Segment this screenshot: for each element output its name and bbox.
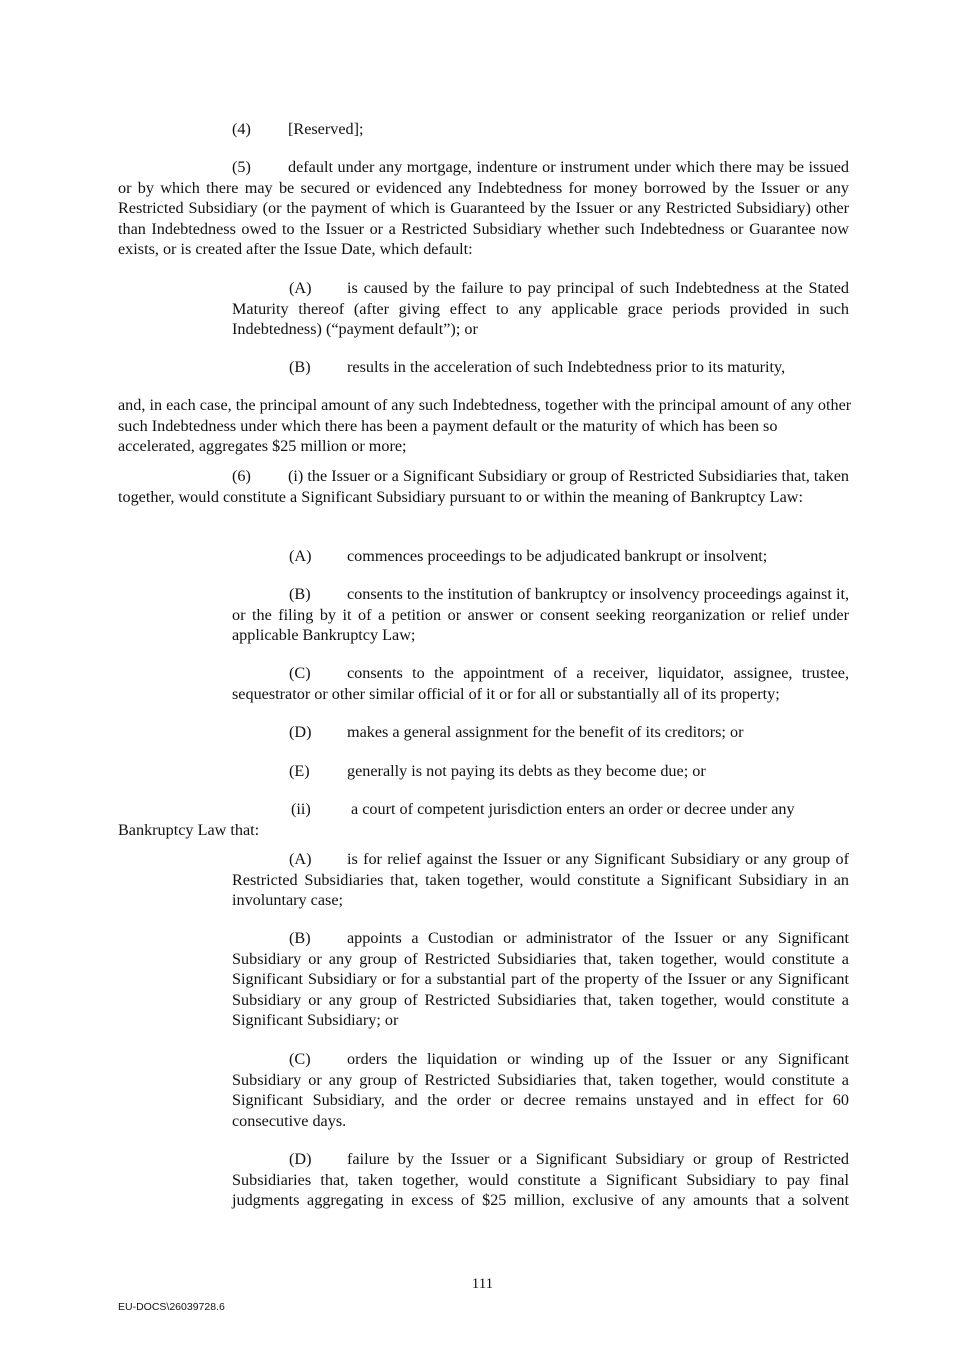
item-text: [Reserved]; — [288, 120, 364, 138]
item-text: default under any mortgage, indenture or instrument under which there may be issued or by which there may be secured or evidenced any Indebtedness for money borrowed by the Issuer or any Restricted Subsidiary (or the payment of which is Guaranteed by the Issuer or any Restricted Subsidiary) other than Indebtedness owed to the Issuer or a Restricted Subsidiary whether such Indebtedness or Guarantee now exists, or is created after the Issue Date, which default: — [118, 158, 849, 259]
sub-item-label: (D) — [289, 723, 312, 741]
paragraph-text: and, in each case, the principal amount of any such Indebtedness, together with the principal amount of any other such Indebtedness under which there has been a payment default or the maturity of which has been so accelerated, aggregates $25 million or more; — [118, 396, 852, 456]
sub-item-text: failure by the Issuer or a Significant Subsidiary or group of Restricted Subsidiaries that, taken together, would constitute a Significant Subsidiary to pay final judgments aggregating in excess of $25 million, exclusive of any amounts that a solvent — [232, 1150, 849, 1210]
sub-item-label: (A) — [289, 850, 312, 868]
item-label: (5) — [232, 158, 251, 176]
sub-item-text: Bankruptcy Law that: — [118, 821, 260, 839]
sub-item-label: (C) — [289, 1050, 311, 1068]
sub-item-label: (D) — [289, 1150, 312, 1168]
sub-item-label: (ii) — [291, 800, 311, 818]
item-6-d — [289, 722, 743, 743]
item-label: (4) — [232, 120, 251, 138]
item-6-ii-continuation — [118, 820, 259, 841]
sub-item-text: commences proceedings to be adjudicated bankrupt or insolvent; — [347, 547, 768, 565]
sub-item-label: (B) — [289, 929, 311, 947]
sub-item-text: is for relief against the Issuer or any Significant Subsidiary or any group of Restricted Subsidiaries that, taken together, would constitute a Significant Subsidiary in an involuntary case; — [232, 850, 849, 910]
sub-item-text: makes a general assignment for the benefit of its creditors; or — [347, 723, 744, 741]
sub-item-label: (B) — [289, 585, 311, 603]
item-6-ii — [291, 799, 795, 820]
sub-item-label: (B) — [289, 358, 311, 376]
document-id: EU-DOCS\26039728.6 — [118, 1301, 225, 1313]
item-5-a — [232, 278, 849, 340]
item-6 — [118, 466, 849, 507]
sub-item-text: generally is not paying its debts as they become due; or — [347, 762, 706, 780]
item-text: (i) the Issuer or a Significant Subsidiary or group of Restricted Subsidiaries that, taken together, would constitute a Significant Subsidiary pursuant to or within the meaning of Bankruptcy Law: — [118, 467, 849, 506]
sub-item-text: results in the acceleration of such Indebtedness prior to its maturity, — [347, 358, 786, 376]
sub-item-text: is caused by the failure to pay principal of such Indebtedness at the Stated Maturity thereof (after giving effect to any applicable grace periods provided in such Indebtedness) (“payment default”); or — [232, 279, 849, 339]
sub-item-label: (C) — [289, 664, 311, 682]
sub-item-label: (A) — [289, 547, 312, 565]
item-6-a — [289, 546, 767, 567]
item-6-ii-c — [232, 1049, 849, 1131]
item-6-ii-b — [232, 928, 849, 1031]
page-number: 111 — [471, 1276, 494, 1292]
sub-item-text: consents to the appointment of a receiver, liquidator, assignee, trustee, sequestrator or other similar official of it or for all or substantially all of its property; — [232, 664, 849, 703]
sub-item-text: consents to the institution of bankruptcy or insolvency proceedings against it, or the filing by it of a petition or answer or consent seeking reorganization or relief under applicable Bankruptcy Law; — [232, 585, 849, 645]
item-5-tail — [118, 395, 853, 457]
sub-item-text: a court of competent jurisdiction enters an order or decree under any — [351, 800, 795, 818]
item-5-b — [289, 357, 785, 378]
item-4 — [232, 119, 364, 140]
sub-item-label: (A) — [289, 279, 312, 297]
sub-item-label: (E) — [289, 762, 310, 780]
item-6-e — [289, 761, 706, 782]
item-label: (6) — [232, 467, 251, 485]
item-6-ii-d — [232, 1149, 849, 1211]
item-6-ii-a — [232, 849, 849, 911]
sub-item-text: appoints a Custodian or administrator of the Issuer or any Significant Subsidiary or any group of Restricted Subsidiaries that, taken together, would constitute a Significant Subsidiary or for a substantial part of the property of the Issuer or any Significant Subsidiary or any group of Restricted Subsidiaries that, taken together, would constitute a Significant Subsidiary; or — [232, 929, 849, 1030]
item-6-b — [232, 584, 849, 646]
item-6-c — [232, 663, 849, 704]
item-5 — [118, 157, 849, 260]
sub-item-text: orders the liquidation or winding up of the Issuer or any Significant Subsidiary or any group of Restricted Subsidiaries that, taken together, would constitute a Significant Subsidiary, and the order or decree remains unstayed and in effect for 60 consecutive days. — [232, 1050, 849, 1130]
